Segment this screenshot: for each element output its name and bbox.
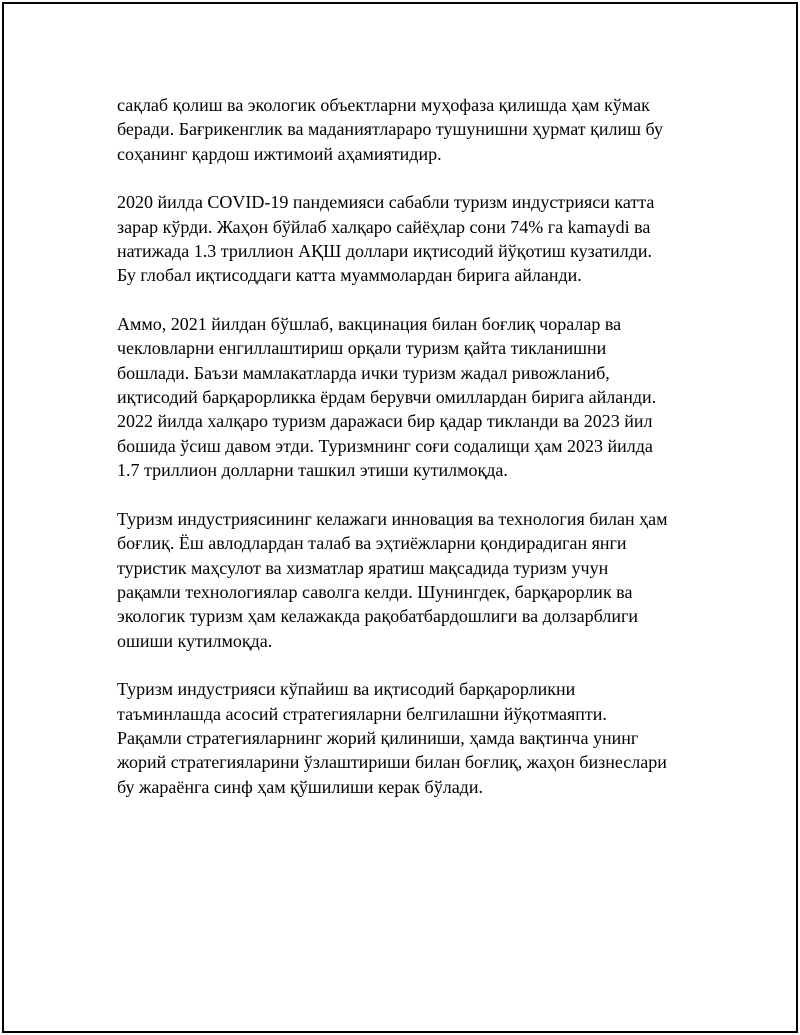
- text-line: 2022 йилда халқаро туризм даражаси бир қадар тикланди ва 2023 йил: [117, 411, 653, 432]
- paragraph-2: [117, 190, 717, 288]
- text-line: бу жараёнга синф ҳам қўшилиши керак бўлади.: [117, 776, 483, 797]
- text-line: соҳанинг қардош ижтимоий аҳамиятидир.: [117, 143, 442, 164]
- text-line: беради. Бағрикенглик ва маданиятлараро тушунишни ҳурмат қилиш бу: [117, 119, 663, 140]
- text-line: сақлаб қолиш ва экологик объектларни муҳофаза қилишда ҳам кўмак: [117, 95, 650, 115]
- paragraph-1: [117, 93, 717, 166]
- text-line: Туризм индустрияси кўпайиш ва иқтисодий барқарорликни: [117, 679, 576, 700]
- text-line: Аммо, 2021 йилдан бўшлаб, вакцинация билан боғлиқ чоралар ва: [117, 313, 622, 334]
- text-line: Рақамли стратегияларнинг жорий қилиниши, ҳамда вақтинча унинг: [117, 727, 639, 748]
- paragraph-3: [117, 312, 717, 483]
- text-line: Туризм индустриясининг келажаги инновация ва технология билан ҳам: [117, 508, 668, 529]
- text-line: боғлиқ. Ёш авлодлардан талаб ва эҳтиёжларни қондирадиган янги: [117, 533, 627, 554]
- text-line: рақамли технологиялар саволга келди. Шунингдек, барқарорлик ва: [117, 581, 633, 602]
- text-line: чекловларни енгиллаштириш орқали туризм қайта тикланишни: [117, 338, 607, 359]
- text-line: таъминлашда асосий стратегияларни белгилашни йўқотмаяпти.: [117, 703, 607, 724]
- text-line: зарар кўрди. Жаҳон бўйлаб халқаро сайёҳлар сони 74% га kamaydi ва: [117, 216, 651, 237]
- text-line: натижада 1.3 триллион АҚШ доллари иқтисодий йўқотиш кузатилди.: [117, 241, 653, 262]
- text-line: жорий стратегияларини ўзлаштириши билан боғлиқ, жаҳон бизнеслари: [117, 752, 667, 773]
- text-line: экологик туризм ҳам келажакда рақобатбардошлиги ва долзарблиги: [117, 606, 638, 627]
- text-line: 1.7 триллион долларни ташкил этиши кутилмоқда.: [117, 460, 508, 481]
- document-body: [117, 93, 717, 823]
- text-line: иқтисодий барқарорликка ёрдам берувчи омиллардан бирига айланди.: [117, 387, 657, 408]
- paragraph-5: [117, 677, 717, 799]
- text-line: Бу глобал иқтисоддаги катта муаммолардан бирига айланди.: [117, 265, 582, 286]
- text-line: бошида ўсиш давом этди. Туризмнинг соғи содалищи ҳам 2023 йилда: [117, 435, 653, 456]
- text-line: туристик маҳсулот ва хизматлар яратиш мақсадида туризм учун: [117, 557, 609, 578]
- text-line: 2020 йилда COVID-19 пандемияси сабабли туризм индустрияси катта: [117, 192, 655, 213]
- text-line: бошлади. Баъзи мамлакатларда ички туризм жадал ривожланиб,: [117, 362, 610, 383]
- paragraph-4: [117, 507, 717, 653]
- text-line: ошиши кутилмоқда.: [117, 630, 273, 651]
